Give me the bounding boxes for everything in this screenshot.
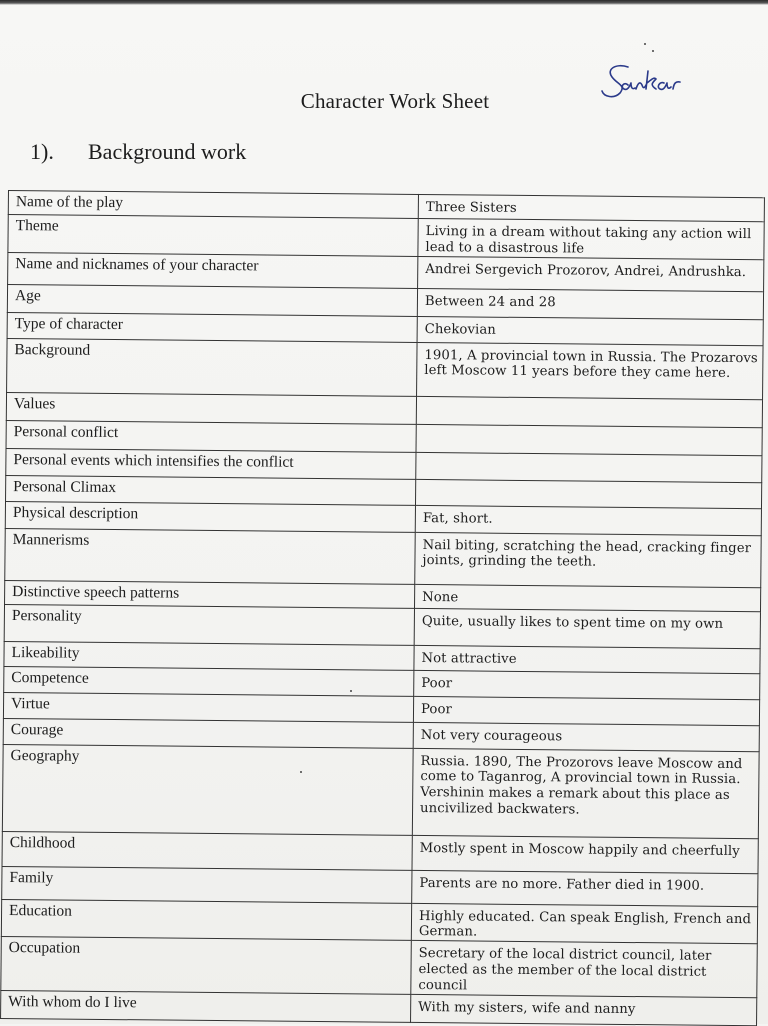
section-label: Background work [88, 139, 247, 164]
row-value: With my sisters, wife and nanny [411, 994, 757, 1025]
row-value: Andrei Sergevich Prozorov, Andrei, Andrushka. [418, 256, 764, 291]
row-label: Childhood [2, 831, 412, 870]
row-label: Personality [4, 604, 414, 645]
row-value: Living in a dream without taking any action will lead to a disastrous life [418, 218, 764, 259]
row-value: 1901, A provincial town in Russia. The Prozarovs left Moscow 11 years before they came here. [417, 342, 764, 399]
row-value: None [415, 584, 761, 611]
row-value: Poor [414, 670, 760, 699]
row-value: Nail biting, scratching the head, cracking finger joints, grinding the teeth. [415, 532, 761, 587]
row-label: Competence [4, 666, 414, 696]
row-label: Geography [2, 744, 413, 835]
row-label: Family [2, 866, 412, 903]
row-label: Values [6, 392, 416, 424]
row-value: Highly educated. Can speak English, French and German. [411, 903, 757, 944]
table-row [1, 990, 757, 1025]
row-value: Russia. 1890, The Prozorovs leave Moscow and come to Taganrog, A provincial town in Russia. Vershinin makes a remark about this place as uncivilized backwaters. [412, 748, 759, 838]
row-value: Quite, usually likes to spent time on my own [414, 608, 760, 648]
row-label: Type of character [7, 312, 417, 342]
row-value: Mostly spent in Moscow happily and cheerfully [412, 835, 758, 873]
row-label: Personal conflict [6, 420, 416, 452]
row-label: Name of the play [8, 191, 418, 219]
table-row [7, 338, 763, 399]
scan-edge [0, 0, 768, 5]
row-label: Likeability [4, 641, 414, 670]
section-heading [30, 139, 246, 165]
speck [350, 690, 352, 692]
row-label: With whom do I live [1, 990, 411, 1022]
speck [644, 43, 646, 45]
speck [652, 50, 654, 52]
page-title: Character Work Sheet [300, 89, 490, 113]
row-label: Personal events which intensifies the conflict [6, 448, 416, 479]
row-label: Name and nicknames of your character [8, 252, 418, 288]
row-label: Virtue [3, 692, 413, 722]
row-label: Mannerisms [5, 528, 415, 584]
row-value: Secretary of the local district council, later elected as the member of the local district council [411, 941, 757, 998]
row-label: Physical description [5, 501, 415, 532]
row-label: Age [7, 284, 417, 316]
character-table [0, 190, 765, 1026]
row-label: Education [1, 899, 411, 941]
row-label: Background [7, 338, 417, 396]
row-value: Three Sisters [418, 194, 764, 221]
row-label: Distinctive speech patterns [5, 580, 415, 608]
row-label: Courage [3, 718, 413, 748]
row-value: Not attractive [414, 645, 760, 673]
row-value: Not very courageous [413, 722, 759, 751]
speck [300, 771, 302, 773]
row-value [416, 452, 762, 482]
row-label: Theme [8, 215, 418, 257]
table-row [5, 528, 761, 587]
row-value: Fat, short. [415, 505, 761, 535]
row-value: Between 24 and 28 [417, 288, 763, 319]
row-value: Parents are no more. Father died in 1900. [412, 870, 758, 906]
row-label: Personal Climax [6, 475, 416, 505]
row-value: Poor [413, 696, 759, 725]
row-value [415, 479, 761, 508]
table-row [1, 937, 757, 998]
table-row [2, 744, 759, 838]
row-value [416, 424, 762, 455]
row-value: Chekovian [417, 316, 763, 345]
row-value [416, 396, 762, 427]
row-label: Occupation [1, 937, 411, 994]
section-number: 1). [30, 139, 54, 164]
